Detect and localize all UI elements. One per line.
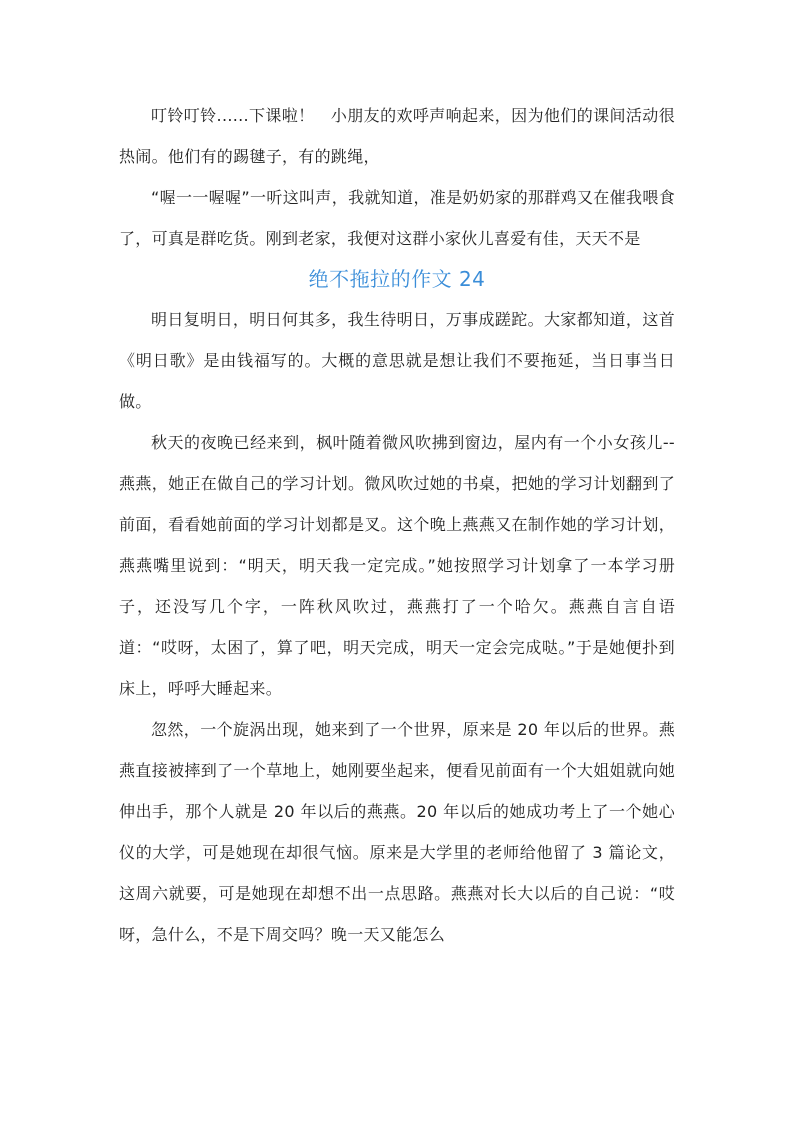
body-paragraph-1: 明日复明日，明日何其多，我生待明日，万事成蹉跎。大家都知道，这首《明日歌》是由钱福写的。大概的意思就是想让我们不要拖延，当日事当日做。	[119, 310, 675, 411]
body-paragraph-3: 忽然，一个旋涡出现，她来到了一个世界，原来是 20 年以后的世界。燕燕直接被摔到了一个草地上，她刚要坐起来，便看见前面有一个大姐姐就向她伸出手，那个人就是 20 年以后的燕燕。20 年以后的她成功考上了一个她心仪的大学，可是她现在却很气恼。原来是大学里的老师给他留了 3 篇论文，这周六就要，可是她现在却想不出一点思路。燕燕对长大以后的自己说：“哎呀，急什么，不是下周交吗？晚一天又能怎么	[119, 720, 675, 944]
intro-paragraph-1: 叮铃叮铃......下课啦！ 小朋友的欢呼声响起来，因为他们的课间活动很热闹。他们有的踢毽子，有的跳绳，	[119, 106, 675, 166]
intro-paragraph-2: “喔一一喔喔”一听这叫声，我就知道，准是奶奶家的那群鸡又在催我喂食了，可真是群吃货。刚到老家，我便对这群小家伙儿喜爱有佳，天天不是	[119, 188, 675, 248]
body-paragraph-2: 秋天的夜晚已经来到，枫叶随着微风吹拂到窗边，屋内有一个小女孩儿--燕燕，她正在做自己的学习计划。微风吹过她的书桌，把她的学习计划翻到了前面，看看她前面的学习计划都是叉。这个晚上燕燕又在制作她的学习计划，燕燕嘴里说到：“明天，明天我一定完成。”她按照学习计划拿了一本学习册子，还没写几个字，一阵秋风吹过，燕燕打了一个哈欠。燕燕自言自语道：“哎呀，太困了，算了吧，明天完成，明天一定会完成哒。”于是她便扑到床上，呼呼大睡起来。	[119, 433, 675, 698]
section-title: 绝不拖拉的作文 24	[308, 267, 486, 291]
document-page	[119, 95, 675, 955]
